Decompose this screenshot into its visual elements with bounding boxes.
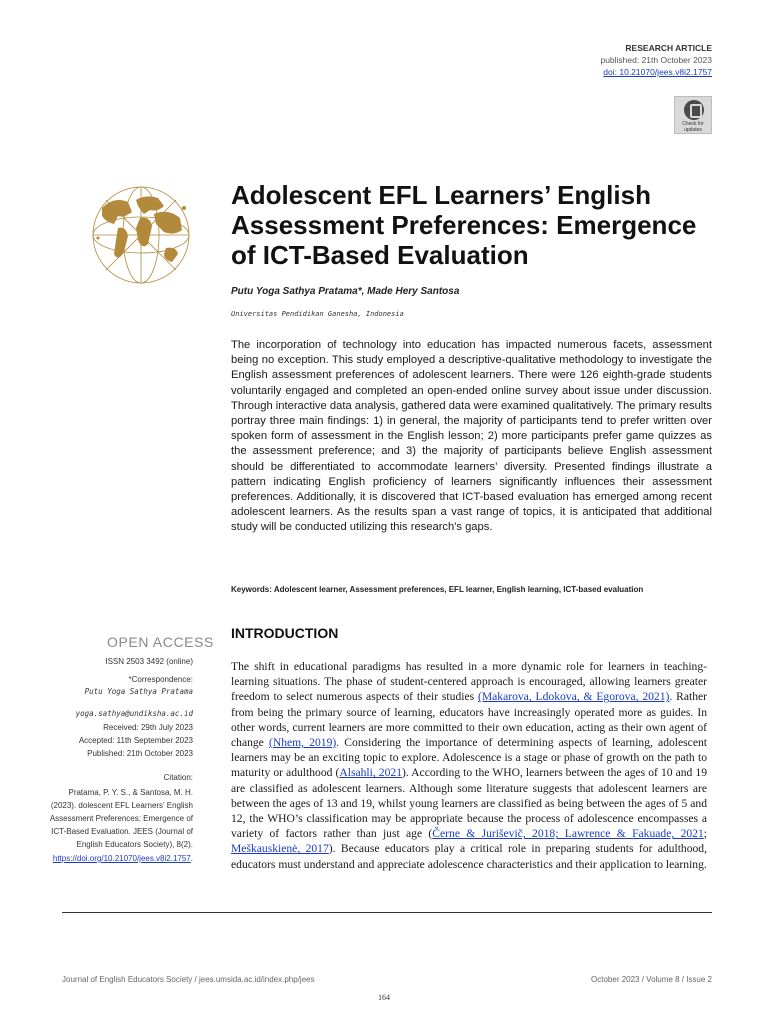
correspondence-name: Putu Yoga Sathya Pratama (84, 687, 193, 696)
article-header-meta (600, 42, 712, 78)
body-text-span: The shift in educational paradigms has resulted in a more dynamic role for learners in teaching-learning situations. The phase of student-centered approach is encouraged, allowing learners greater freedom to select numerous aspects of their studies (231, 660, 707, 704)
globe-logo-icon (84, 178, 198, 292)
introduction-paragraph (231, 659, 707, 872)
citation-doi-link[interactable]: https://doi.org/10.21070/jees.v8i2.1757 (52, 854, 191, 863)
abstract: The incorporation of technology into education has impacted numerous facets, assessment being no exception. This study employed a descriptive-qualitative methodology to investigate the English assessment preferences of adolescent learners. There were 126 eighth-grade students voluntarily engaged and completed an open-ended online survey about issue under discussion. Through interactive data analysis, gathered data were examined qualitatively. The primary results portray three main findings: 1) in general, the majority of participants tend to prefer written over spoken form of assessment in the English lesson; 2) more participants prefer game quizzes as the assessment preference; and 3) the majority of participants believe English assessment should be differentiated to accommodate learners’ diversity. Presented findings illustrate a pattern indicating English proficiency of learners significantly influences their assessment preferences. Additionally, it is discovered that ICT-based evaluation has emerged among recent adolescent learners. As the results span a vast range of topics, it is anticipated that additional study will be conducted utilizing this research's gaps. (231, 339, 712, 534)
footer-divider (62, 912, 712, 913)
issue-footer: October 2023 / Volume 8 / Issue 2 (591, 975, 712, 984)
body-text-span: . Rather from being the primary source of learning, educators have increasingly operated more as guides. In other words, current learners are more committed to their own education, acting as their own agent of change (231, 690, 708, 750)
article-type: RESEARCH ARTICLE (625, 43, 712, 53)
citation-link[interactable]: Meškauskienė, 2017 (231, 842, 329, 856)
journal-footer: Journal of English Educators Society / jees.umsida.ac.id/index.php/jees (62, 975, 315, 984)
check-for-updates-badge[interactable] (674, 96, 712, 134)
issn: ISSN 2503 3492 (online) (105, 657, 193, 666)
affiliation: Universitas Pendidikan Ganesha, Indonesia (231, 310, 404, 318)
published-date-side: Published: 21th October 2023 (87, 749, 193, 758)
citation-link[interactable]: Černe & Juriševič, 2018; Lawrence & Fakuade, 2021 (432, 827, 704, 841)
body-text-span: . Considering the importance of determining aspects of learning, adolescent learners may be an exciting topic to explore. Adolescence is a stage or phase of growth on the path to maturity or adulthood ( (231, 736, 707, 780)
citation-end: . (190, 854, 193, 863)
citation-line: Assessment Preferences: Emergence of (49, 814, 193, 823)
page-number: 164 (378, 993, 390, 1002)
keywords: Keywords: Adolescent learner, Assessment preferences, EFL learner, English learning, ICT-based evaluation (231, 585, 644, 594)
check-updates-label: Check for updates (682, 121, 704, 133)
authors: Putu Yoga Sathya Pratama*, Made Hery Santosa (231, 286, 460, 297)
section-heading: INTRODUCTION (231, 625, 339, 641)
citation-link[interactable]: (Makarova, Ldokova, & Egorova, 2021) (477, 690, 670, 704)
citation-line: English Educators Society), 8(2). (76, 840, 193, 849)
correspondence-email[interactable]: yoga.sathya@undiksha.ac.id (75, 709, 193, 718)
body-text-span: ). According to the WHO, learners between the ages of 10 and 19 are classified as adolescent learners. Although some literature suggests that adolescent learners are between the ages of 13 and 19, whilst young learners are classified as being between the ages of 5 and 12, the WHO’s classification may be appropriate because the process of adolescence encompasses a variety of factors rather than just age ( (231, 766, 707, 841)
published-date: published: 21th October 2023 (600, 55, 712, 65)
citation-doi-row (53, 853, 193, 865)
citation-link[interactable]: Alsahli, 2021 (339, 766, 402, 780)
body-text-span: ). Because educators play a critical role in preparing students for adulthood, educators must understand and appreciate adolescence characteristics and their application to learning. (231, 842, 707, 871)
body-text-span: ; (703, 827, 707, 841)
doi-link[interactable]: doi: 10.21070/jees.v8i2.1757 (603, 67, 712, 77)
open-access-label: OPEN ACCESS (107, 634, 214, 650)
citation-line: Pratama, P. Y. S., & Santosa, M. H. (68, 788, 193, 797)
accepted-date: Accepted: 11th September 2023 (78, 736, 193, 745)
received-date: Received: 29th July 2023 (103, 723, 193, 732)
citation-label: Citation: (163, 773, 193, 782)
bookmark-icon (684, 100, 704, 120)
article-title: Adolescent EFL Learners’ English Assessment Preferences: Emergence of ICT-Based Evaluation (231, 180, 697, 270)
correspondence-label: *Correspondence: (128, 675, 193, 684)
citation-line: ICT-Based Evaluation. JEES (Journal of (51, 827, 193, 836)
citation-link[interactable]: (Nhem, 2019) (268, 736, 337, 750)
citation-line: (2023). dolescent EFL Learners’ English (50, 801, 193, 810)
